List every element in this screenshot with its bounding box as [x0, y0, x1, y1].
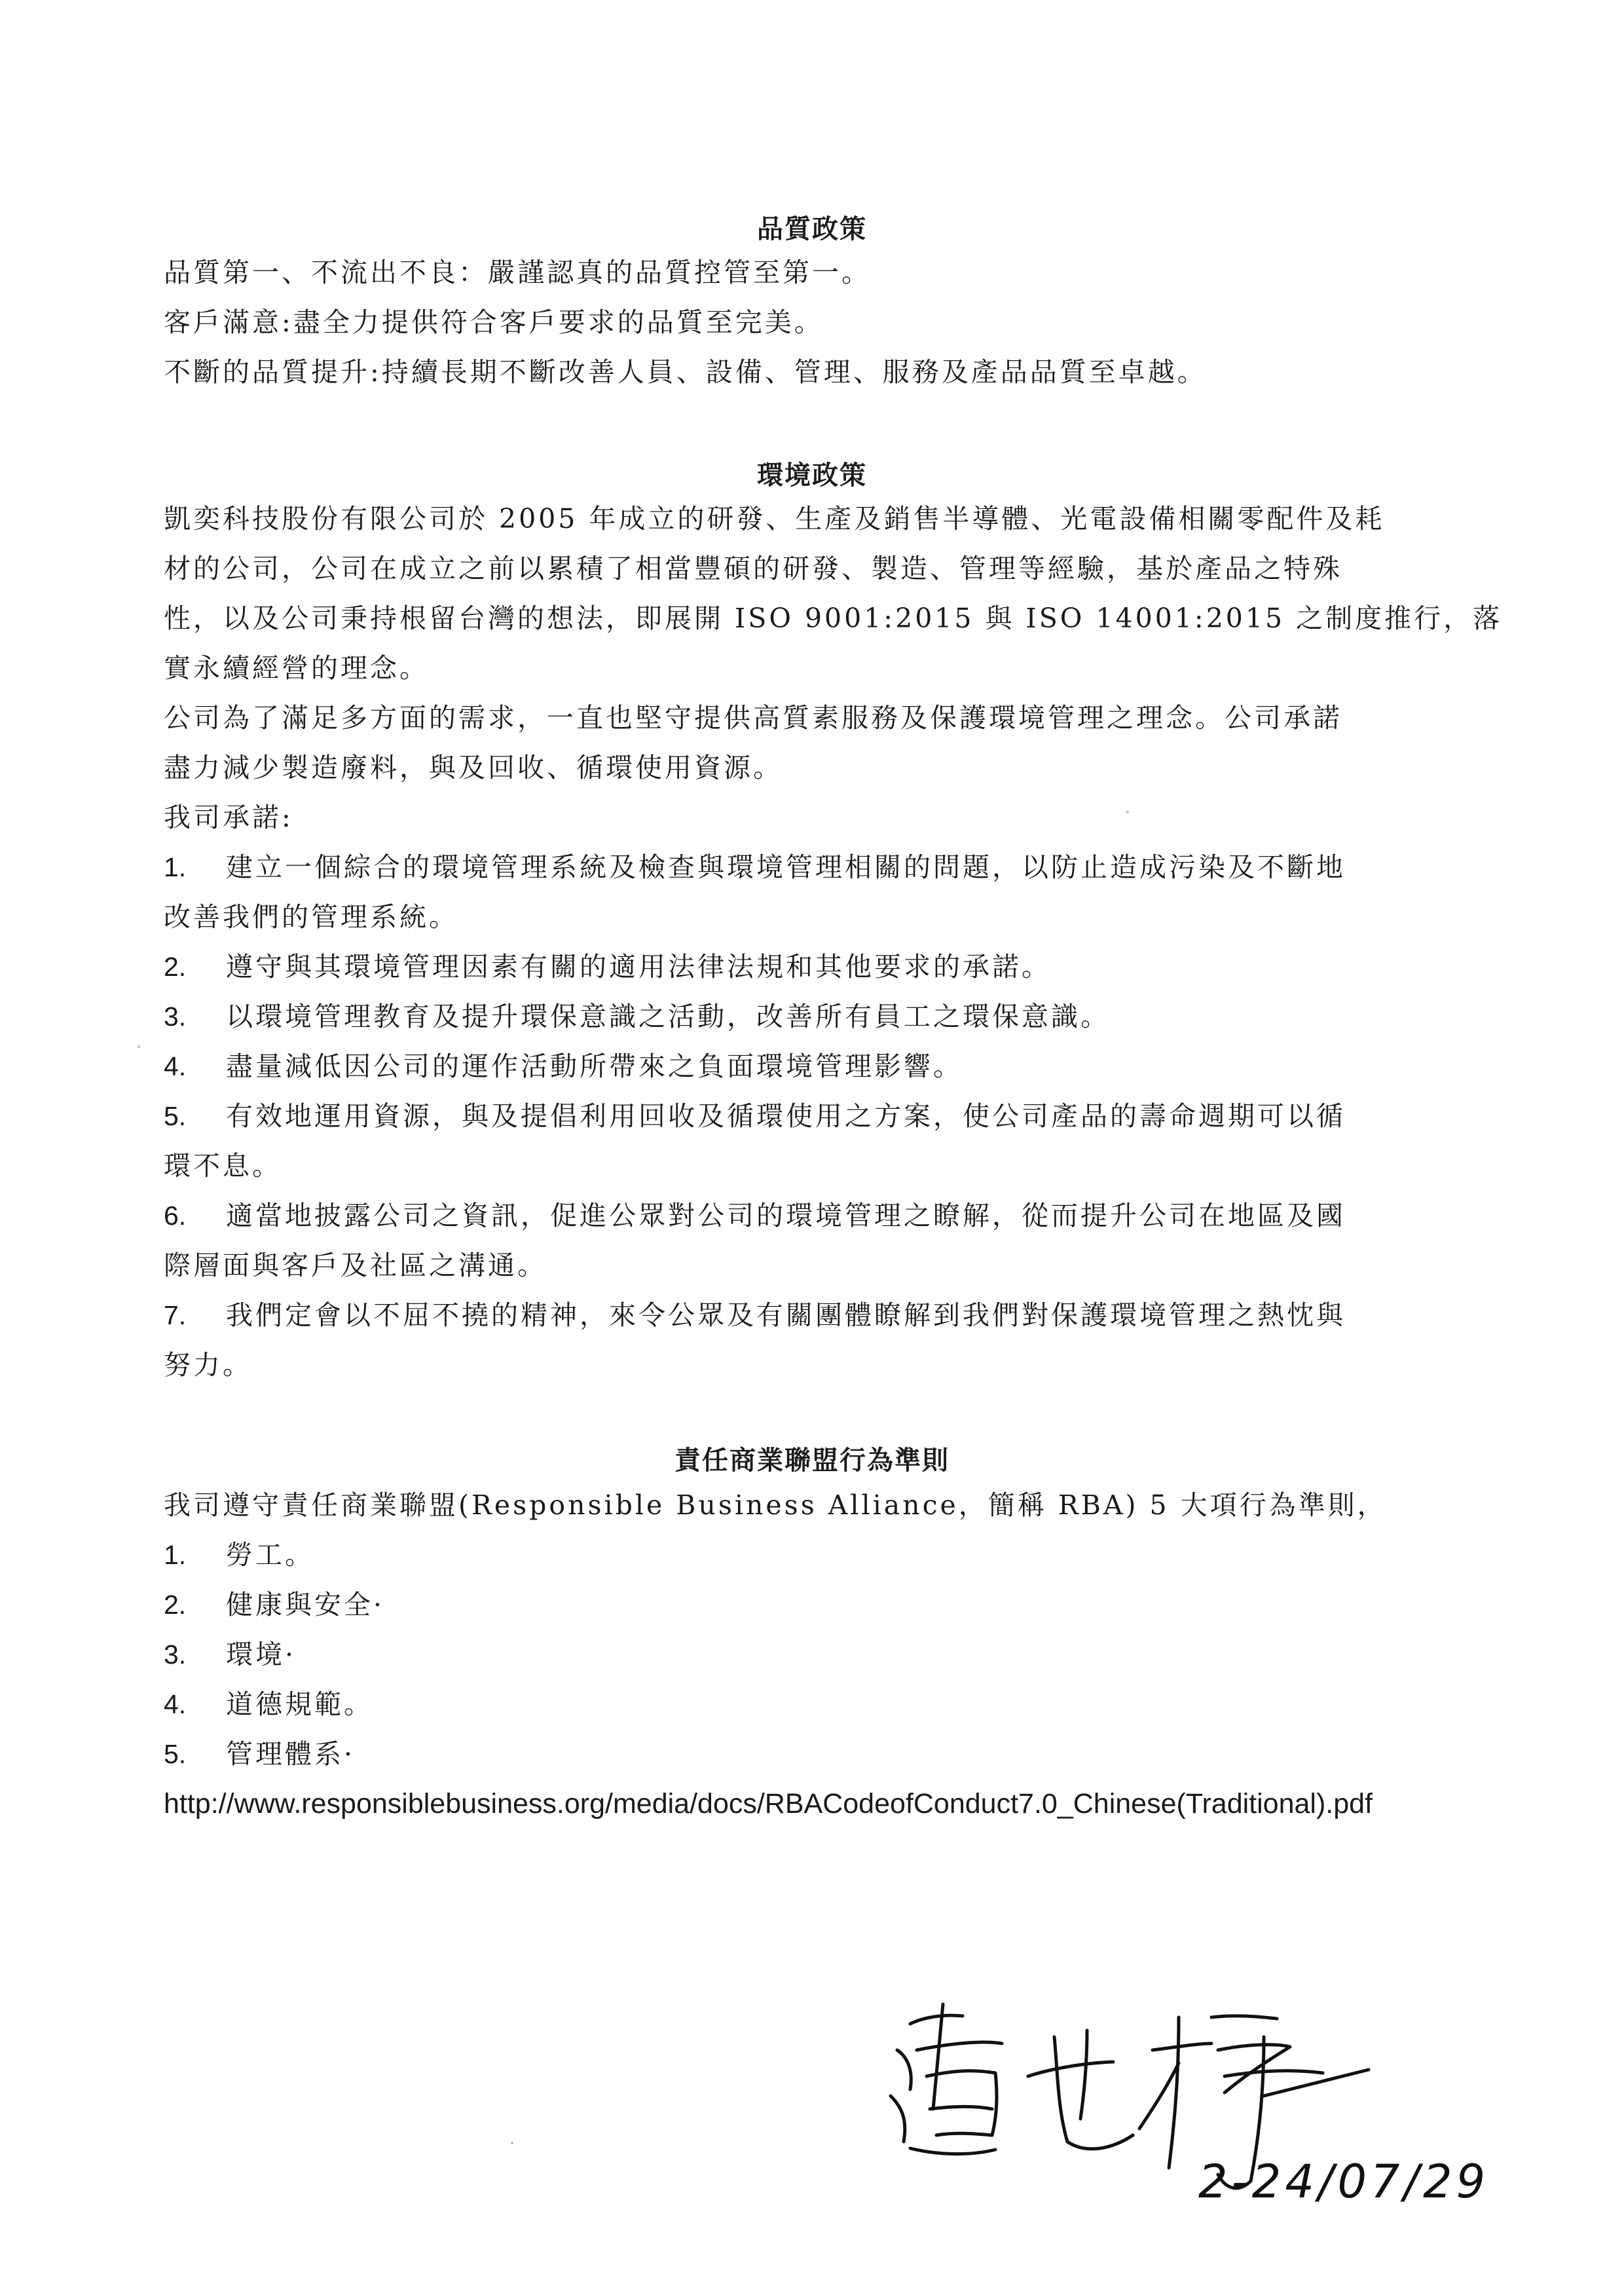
environment-intro-line: 實永續經營的理念。	[164, 652, 429, 684]
list-item: 以環境管理教育及提升環保意識之活動，改善所有員工之環保意識。	[226, 1001, 1110, 1032]
list-number: 4.	[164, 1689, 187, 1719]
list-item-continuation: 改善我們的管理系統。	[164, 901, 458, 933]
rba-title: 責任商業聯盟行為準則	[674, 1445, 950, 1476]
handwritten-signature	[871, 1978, 1493, 2214]
list-number: 4.	[164, 1051, 187, 1081]
list-item: 有效地運用資源，與及提倡利用回收及循環使用之方案，使公司產品的壽命週期可以循	[226, 1100, 1346, 1132]
environment-intro-line: 性，以及公司秉持根留台灣的想法，即展開 ISO 9001:2015 與 ISO 14001:2015 之制度推行，落	[164, 603, 1503, 634]
environment-intro-line: 凱奕科技股份有限公司於 2005 年成立的研發、生產及銷售半導體、光電設備相關零配件及耗	[164, 503, 1385, 534]
scan-speck	[511, 2142, 513, 2144]
list-item: 勞工。	[226, 1539, 314, 1571]
quality-policy-line: 不斷的品質提升:持續長期不斷改善人員、設備、管理、服務及產品品質至卓越。	[164, 356, 1207, 388]
list-number: 6.	[164, 1201, 187, 1231]
list-item: 適當地披露公司之資訊，促進公眾對公司的環境管理之瞭解，從而提升公司在地區及國	[226, 1200, 1346, 1231]
list-item-continuation: 環不息。	[164, 1150, 282, 1182]
quality-policy-line: 客戶滿意:盡全力提供符合客戶要求的品質至完美。	[164, 307, 824, 338]
environment-intro-line: 材的公司，公司在成立之前以累積了相當豐碩的研發、製造、管理等經驗，基於產品之特殊	[164, 553, 1342, 584]
list-number: 3.	[164, 1639, 187, 1670]
rba-intro: 我司遵守責任商業聯盟(Responsible Business Alliance，簡稱 RBA) 5 大項行為準則，	[164, 1489, 1387, 1521]
environment-intro-line: 我司承諾:	[164, 802, 293, 833]
list-number: 2.	[164, 1590, 187, 1620]
environment-intro-line: 盡力減少製造廢料，與及回收、循環使用資源。	[164, 752, 783, 783]
list-number: 7.	[164, 1300, 187, 1330]
list-number: 1.	[164, 1540, 187, 1570]
environment-policy-title: 環境政策	[757, 460, 867, 491]
list-item-continuation: 努力。	[164, 1349, 252, 1381]
list-item: 遵守與其環境管理因素有關的適用法律法規和其他要求的承諾。	[226, 951, 1051, 982]
list-number: 3.	[164, 1001, 187, 1032]
list-number: 1.	[164, 852, 187, 882]
scan-speck	[138, 1045, 140, 1048]
list-number: 5.	[164, 1739, 187, 1769]
quality-policy-line: 品質第一、不流出不良：嚴謹認真的品質控管至第一。	[164, 257, 871, 288]
list-item: 道德規範。	[226, 1689, 373, 1720]
signature-date: 2-24/07/29	[1198, 2155, 1490, 2209]
scan-speck	[1126, 811, 1129, 813]
list-item: 健康與安全·	[226, 1589, 385, 1620]
list-item: 環境·	[226, 1639, 297, 1670]
list-item-continuation: 際層面與客戶及社區之溝通。	[164, 1250, 547, 1281]
list-number: 5.	[164, 1101, 187, 1131]
list-item: 我們定會以不屈不撓的精神，來令公眾及有關團體瞭解到我們對保護環境管理之熱忱與	[226, 1299, 1346, 1331]
rba-url-link[interactable]: http://www.responsiblebusiness.org/media/docs/RBACodeofConduct7.0_Chinese(Traditional).pdf	[164, 1788, 1373, 1819]
list-item: 盡量減低因公司的運作活動所帶來之負面環境管理影響。	[226, 1051, 963, 1082]
environment-intro-line: 公司為了滿足多方面的需求，一直也堅守提供高質素服務及保護環境管理之理念。公司承諾	[164, 702, 1342, 734]
list-item: 建立一個綜合的環境管理系統及檢查與環境管理相關的問題，以防止造成污染及不斷地	[226, 851, 1346, 883]
list-item: 管理體系·	[226, 1738, 356, 1770]
list-number: 2.	[164, 952, 187, 982]
quality-policy-title: 品質政策	[757, 214, 867, 244]
